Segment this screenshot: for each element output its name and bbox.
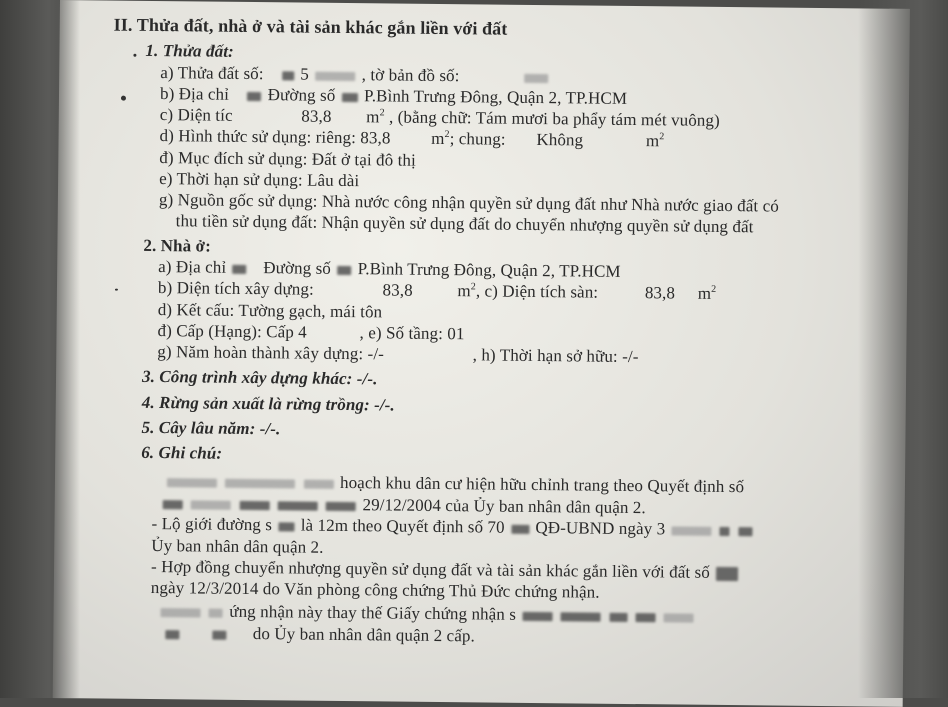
notes-title: 6. Ghi chú: (141, 442, 223, 463)
redacted-mark (278, 501, 318, 510)
usage-common-label: ; chung: (449, 129, 506, 149)
land-origin-line1: g) Nguồn gốc sử dụng: Nhà nước công nhận quyền sử dụng đất như Nhà nước giao đất có (158, 190, 779, 216)
house-title: 2. Nhà ở: (143, 235, 211, 256)
redacted-mark (282, 71, 294, 80)
land-map-sheet-label: , tờ bản đồ số: (361, 65, 460, 86)
land-area-words: , (bằng chữ: Tám mươi ba phẩy tám mét vuông) (388, 107, 720, 130)
land-area-label: c) Diện tíc (159, 105, 233, 125)
land-address-ward: P.Bình Trưng Đông, Quận 2, TP.HCM (363, 86, 628, 108)
land-address-label: b) Địa chỉ (159, 84, 230, 104)
house-grade (157, 321, 464, 344)
bullet-dot (121, 96, 126, 101)
redacted-mark (304, 479, 334, 488)
redacted-mark (191, 500, 231, 509)
built-area-unit: m (457, 281, 471, 301)
note-line-6: ngày 12/3/2014 do Văn phòng công chứng Thủ Đức chứng nhận. (150, 577, 600, 602)
land-parcel-value: 5 (300, 64, 310, 84)
redacted-mark (672, 526, 712, 535)
land-parcel-label: a) Thửa đất số: (160, 63, 264, 84)
built-area-label: b) Diện tích xây dựng: (157, 278, 314, 299)
note-decision-date: 29/12/2004 của Ủy ban nhân dân quận 2. (362, 495, 646, 518)
perennial-trees: 5. Cây lâu năm: -/-. (141, 417, 281, 439)
floor-area-value: 83,8 (644, 283, 676, 303)
redacted-mark (212, 630, 226, 639)
land-area: c) Diện tíc 83,8 $m^2$ , (bằng chữ: Tám mươi ba phẩy tám mét vuông) (159, 105, 720, 130)
land-address-street: Đường số (267, 85, 336, 105)
certificate-page (53, 0, 910, 707)
redacted-mark (524, 73, 548, 82)
redacted-mark (326, 501, 356, 510)
other-construction: 3. Công trình xây dựng khác: -/-. (141, 366, 378, 389)
land-usage-form: d) Hình thức sử dụng: riêng: 83,8 $m^2$; chung: Không $m^2$ (159, 126, 665, 151)
built-area-value: 83,8 (382, 280, 413, 300)
usage-common-value: Không (536, 129, 584, 150)
land-parcel-number (160, 63, 550, 87)
bullet-dot (133, 54, 136, 57)
land-area-value: 83,8 (301, 106, 332, 126)
note-replacement: ứng nhận này thay thế Giấy chứng nhận s (229, 601, 517, 624)
note-line-4: Ủy ban nhân dân quận 2. (151, 535, 324, 557)
note-road-width: là 12m theo Quyết định số 70 (300, 515, 505, 537)
floor-area-unit: m (697, 283, 712, 303)
land-area-unit: m (366, 107, 380, 127)
house-address-ward: P.Bình Trưng Đông, Quận 2, TP.HCM (357, 259, 621, 281)
redacted-mark (167, 478, 217, 488)
note-planning: hoạch khu dân cư hiện hữu chỉnh trang theo Quyết định số (339, 472, 745, 497)
redacted-mark (225, 478, 295, 488)
land-duration: e) Thời hạn sử dụng: Lâu dài (159, 169, 360, 191)
redacted-mark (522, 611, 552, 620)
redacted-mark (247, 92, 261, 101)
note-road-decision: QĐ-UBND ngày 3 (535, 518, 666, 539)
house-completion (157, 342, 638, 367)
redacted-mark (278, 522, 294, 531)
land-origin-line2: thu tiền sử dụng đất: Nhận quyền sử dụng đất do chuyển nhượng quyền sử dụng đất (175, 211, 754, 237)
house-floors: , e) Số tầng: 01 (359, 323, 465, 344)
redacted-mark (233, 264, 247, 273)
redacted-mark (511, 524, 529, 533)
house-address-street: Đường số (263, 258, 332, 278)
note-road-boundary: - Lộ giới đường s (151, 513, 273, 535)
usage-common-unit: m (645, 131, 660, 151)
redacted-mark (609, 612, 627, 621)
land-title: 1. Thửa đất: (145, 40, 234, 61)
redacted-mark (209, 608, 223, 617)
redacted-mark (239, 501, 269, 510)
redacted-mark (163, 500, 183, 509)
note-line-8 (163, 623, 475, 646)
redacted-mark (635, 613, 655, 622)
note-transfer-contract: - Hợp đồng chuyển nhượng quyền sử dụng đất và tài sản khác gắn liền với đất số (150, 556, 710, 582)
note-line-7 (159, 601, 696, 627)
land-purpose: đ) Mục đích sử dụng: Đất ở tại đô thị (159, 148, 417, 170)
bullet-dot (115, 289, 118, 291)
house-address-label: a) Địa chỉ (158, 257, 227, 277)
redacted-mark (738, 527, 752, 536)
house-grade-value: đ) Cấp (Hạng): Cấp 4 (157, 321, 307, 342)
house-completion-year: g) Năm hoàn thành xây dựng: -/- (157, 342, 385, 364)
house-structure: d) Kết cấu: Tường gạch, mái tôn (157, 300, 383, 322)
note-issuer: do Ủy ban nhân dân quận 2 cấp. (252, 624, 475, 646)
redacted-mark (664, 613, 694, 622)
redacted-mark (161, 608, 201, 617)
redacted-mark (716, 567, 738, 581)
usage-form-unit: m (431, 128, 445, 149)
redacted-mark (337, 266, 351, 275)
redacted-mark (342, 93, 358, 102)
house-built-area: b) Diện tích xây dựng: 83,8 $m^2$, c) Diện tích sàn: 83,8 $m^2$ (157, 278, 717, 303)
section-heading: II. Thửa đất, nhà ở và tài sản khác gắn liền với đất (113, 14, 508, 39)
floor-area-label: , c) Diện tích sàn: (475, 281, 599, 302)
house-ownership-term: , h) Thời hạn sở hữu: -/- (472, 345, 639, 367)
redacted-mark (561, 612, 601, 621)
usage-form-value: 83,8 (360, 128, 391, 148)
production-forest: 4. Rừng sản xuất là rừng trồng: -/-. (141, 392, 395, 415)
redacted-mark (315, 71, 355, 80)
usage-form-label: d) Hình thức sử dụng: riêng: (159, 126, 357, 148)
redacted-mark (165, 630, 179, 639)
redacted-mark (720, 527, 730, 536)
